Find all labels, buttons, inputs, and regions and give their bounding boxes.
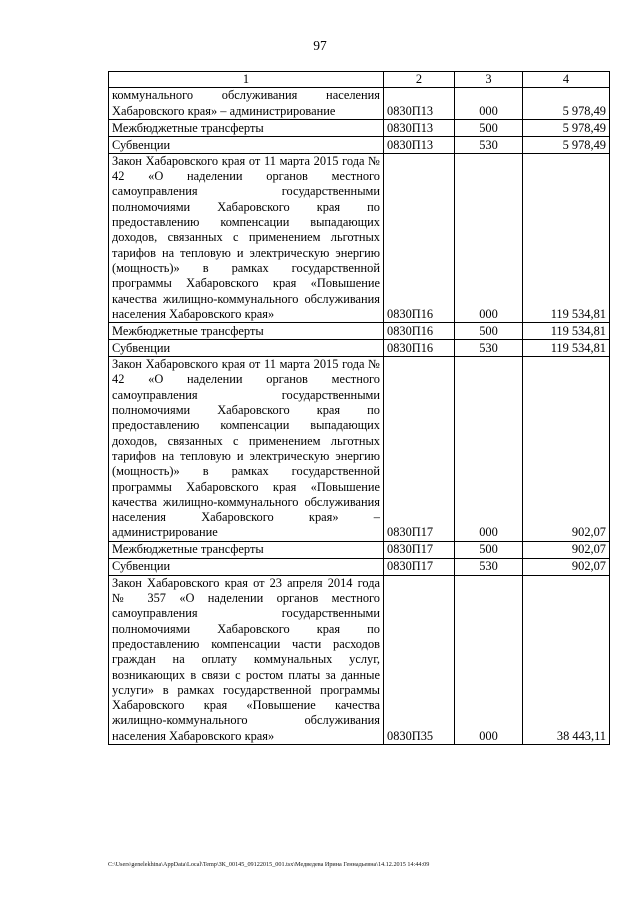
table-row: [109, 541, 610, 558]
row-description: Закон Хабаровского края от 23 апреля 2014 года № 357 «О наделении органов местного самоуправления государственными полномочиями Хабаровского края по предоставлению компенсации части расходов граждан на оплату коммунальных услуг, возникающих в связи с ростом платы за данные услуги» в рамках государственной программы Хабаровского края «Повышение качества жилищно-коммунального обслуживания населения Хабаровского края»: [109, 575, 384, 744]
table-row: [109, 88, 610, 120]
row-description: Субвенции: [109, 340, 384, 357]
row-target-code: 0830П16: [384, 153, 455, 322]
row-target-code: 0830П35: [384, 575, 455, 744]
row-target-code: 0830П17: [384, 541, 455, 558]
row-amount: 119 534,81: [523, 153, 610, 322]
column-header-4: 4: [523, 72, 610, 88]
row-amount: 902,07: [523, 357, 610, 542]
row-amount: 5 978,49: [523, 88, 610, 120]
row-target-code: 0830П13: [384, 136, 455, 153]
row-expense-type: 500: [455, 323, 523, 340]
row-amount: 119 534,81: [523, 323, 610, 340]
table-row: [109, 558, 610, 575]
row-description: Субвенции: [109, 136, 384, 153]
row-description: Межбюджетные трансферты: [109, 323, 384, 340]
row-target-code: 0830П16: [384, 340, 455, 357]
row-description: Закон Хабаровского края от 11 марта 2015 года № 42 «О наделении органов местного самоуправления государственными полномочиями Хабаровского края по предоставлению компенсации выпадающих доходов, связанных с применением льготных тарифов на тепловую и электрическую энергию (мощность)» в рамках государственной программы Хабаровского края «Повышение качества жилищно-коммунального обслуживания населения Хабаровского края»: [109, 153, 384, 322]
row-description: Субвенции: [109, 558, 384, 575]
row-target-code: 0830П13: [384, 88, 455, 120]
table-row: [109, 119, 610, 136]
row-description: Межбюджетные трансферты: [109, 119, 384, 136]
row-amount: 5 978,49: [523, 136, 610, 153]
table-row: [109, 357, 610, 542]
table-row: [109, 323, 610, 340]
row-expense-type: 500: [455, 541, 523, 558]
row-description: Закон Хабаровского края от 11 марта 2015 года № 42 «О наделении органов местного самоуправления государственными полномочиями Хабаровского края по предоставлению компенсации выпадающих доходов, связанных с применением льготных тарифов на тепловую и электрическую энергию (мощность)» в рамках государственной программы Хабаровского края «Повышение качества жилищно-коммунального обслуживания населения Хабаровского края» – администрирование: [109, 357, 384, 542]
row-expense-type: 000: [455, 357, 523, 542]
row-description: Межбюджетные трансферты: [109, 541, 384, 558]
row-expense-type: 000: [455, 153, 523, 322]
row-description: коммунального обслуживания населения Хабаровского края» – администрирование: [109, 88, 384, 120]
row-expense-type: 500: [455, 119, 523, 136]
row-amount: 38 443,11: [523, 575, 610, 744]
row-amount: 5 978,49: [523, 119, 610, 136]
budget-table: [108, 71, 610, 745]
row-amount: 119 534,81: [523, 340, 610, 357]
row-expense-type: 530: [455, 136, 523, 153]
table-row: [109, 340, 610, 357]
row-amount: 902,07: [523, 558, 610, 575]
file-path-footer: C:\Users\genelekhina\AppData\Local\Temp\ЗК_00145_09122015_001.tsx\Медведева Ирина Геннадьевна\14.12.2015 14:44:09: [108, 861, 430, 868]
page-number: 97: [313, 38, 327, 53]
table-row: [109, 136, 610, 153]
table-row: [109, 575, 610, 744]
column-header-1: 1: [109, 72, 384, 88]
column-header-2: 2: [384, 72, 455, 88]
table-row: [109, 153, 610, 322]
column-header-3: 3: [455, 72, 523, 88]
table-header-row: [109, 72, 610, 88]
row-expense-type: 000: [455, 575, 523, 744]
row-expense-type: 530: [455, 340, 523, 357]
row-amount: 902,07: [523, 541, 610, 558]
row-expense-type: 000: [455, 88, 523, 120]
row-target-code: 0830П17: [384, 558, 455, 575]
row-expense-type: 530: [455, 558, 523, 575]
row-target-code: 0830П16: [384, 323, 455, 340]
row-target-code: 0830П17: [384, 357, 455, 542]
row-target-code: 0830П13: [384, 119, 455, 136]
